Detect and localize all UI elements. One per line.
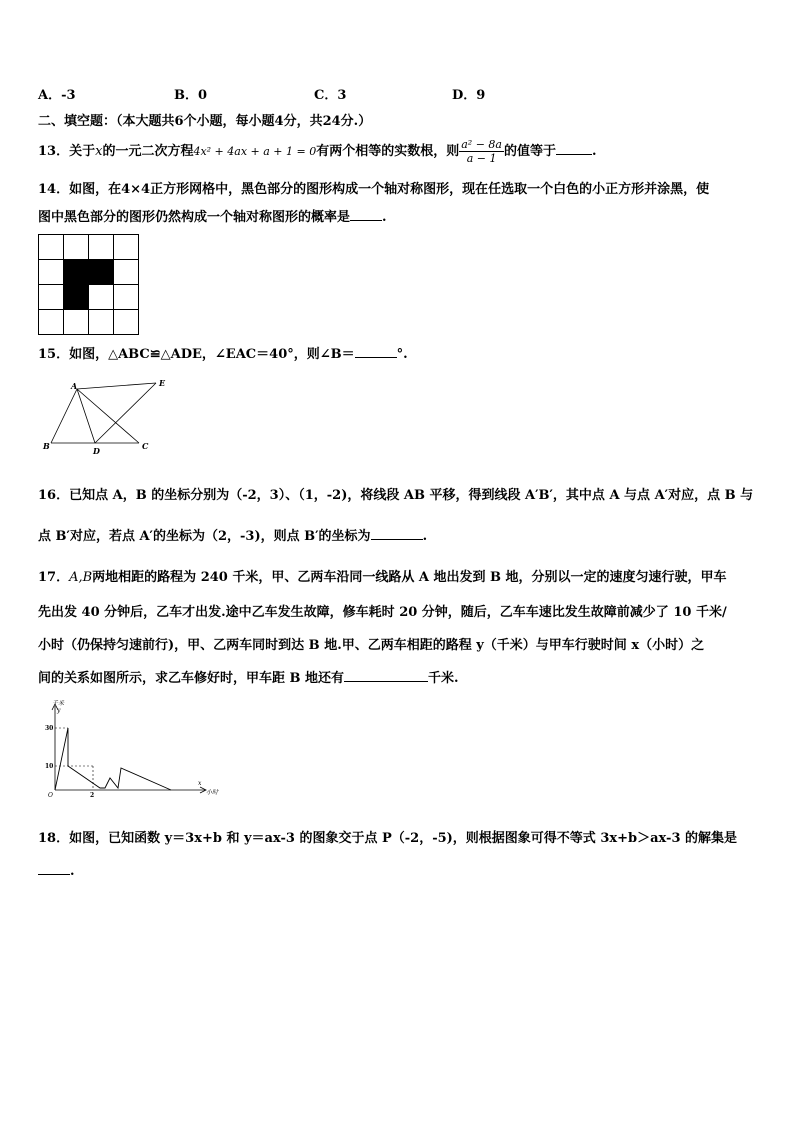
graph-x2: 2 (90, 792, 95, 799)
graph-xunit: 小时 (206, 789, 219, 796)
q14-line1: 14．如图，在4×4正方形网格中，黑色部分的图形构成一个轴对称图形，现在任选取一个白色的小正方形并涂黑，使 (38, 182, 710, 197)
q13-answer-blank[interactable] (556, 142, 592, 155)
q17-distance-graph (38, 696, 228, 804)
option-c: C．3 (314, 88, 347, 103)
q13-mid2: 有两个相等的实数根，则 (316, 144, 460, 159)
q13-fraction (459, 138, 504, 165)
q13-equation: 4x² + 4ax + a + 1 = 0 (193, 145, 317, 158)
q17-line1-text: 两地相距的路程为 240 千米，甲、乙两车沿同一线路从 A 地出发到 B 地，分别以一定的速度匀速行驶，甲车 (92, 570, 727, 585)
q13-denominator: a − 1 (466, 152, 497, 165)
q16-end: . (422, 529, 428, 544)
q13-mid: 的一元二次方程 (102, 144, 194, 159)
graph-origin: O (48, 792, 53, 799)
graph-y30: 30 (45, 725, 54, 732)
q14-grid-figure (38, 234, 139, 335)
label-c: C (142, 441, 149, 451)
section-heading: 二、填空题：（本大题共6个小题，每小题4分，共24分.） (38, 114, 372, 129)
q14-line2-text: 图中黑色部分的图形仍然构成一个轴对称图形的概率是 (38, 210, 351, 225)
graph-y10: 10 (45, 763, 54, 770)
q17-line1 (38, 566, 727, 585)
option-b: B．0 (174, 88, 208, 103)
label-d: D (93, 446, 100, 456)
q13-numerator: a² − 8a (461, 138, 502, 151)
q17-line3: 小时（仍保持匀速前行)，甲、乙两车同时到达 B 地.甲、乙两车相距的路程 y（千米）与甲车行驶时间 x（小时）之 (38, 638, 705, 653)
q17-line4 (38, 667, 459, 686)
q15-end: °. (396, 347, 408, 362)
q18-line2 (38, 862, 75, 879)
label-b: B (43, 441, 50, 451)
q13-end: . (592, 144, 597, 159)
q17-answer-blank[interactable] (344, 669, 428, 682)
q17-ab: A,B (69, 570, 93, 585)
graph-yvar: y (57, 707, 61, 714)
q13-suffix: 的值等于 (503, 144, 556, 159)
q14-end: . (382, 210, 387, 225)
question-13 (38, 138, 597, 165)
q16-line2 (38, 525, 427, 544)
q17-line2: 先出发 40 分钟后，乙车才出发.途中乙车发生故障，修车耗时 20 分钟，随后，乙车车速比发生故障前减少了 10 千米/ (38, 605, 727, 620)
option-d: D．9 (452, 88, 486, 103)
label-a: A (71, 381, 78, 391)
q16-line2-text: 点 B′对应，若点 A′的坐标为（2，-3)，则点 B′的坐标为 (38, 529, 371, 544)
q18-end: . (70, 864, 75, 879)
q14-line2 (38, 206, 387, 225)
graph-ylabel: 千米 (52, 700, 65, 707)
q13-prefix: 13．关于 (38, 144, 96, 159)
question-15 (38, 343, 408, 362)
q16-line1: 16．已知点 A，B 的坐标分别为（-2，3）、（1，-2)，将线段 AB 平移，得到线段 A′B′，其中点 A 与点 A′对应，点 B 与 (38, 488, 754, 503)
distance-line (55, 728, 171, 790)
q15-triangle-figure (38, 375, 168, 457)
grid-black-bottom (63, 284, 88, 309)
graph-xvar: x (198, 780, 202, 787)
q18-answer-blank[interactable] (38, 862, 70, 875)
q14-answer-blank[interactable] (350, 208, 382, 221)
q17-prefix: 17． (38, 570, 70, 585)
q17-end: 千米. (428, 671, 459, 686)
q17-line4-text: 间的关系如图所示，求乙车修好时，甲车距 B 地还有 (38, 671, 345, 686)
q13-var: x (95, 144, 103, 159)
q15-answer-blank[interactable] (355, 345, 397, 358)
option-a: A．-3 (38, 88, 76, 103)
q15-text: 15．如图，△ABC≌△ADE，∠EAC＝40°，则∠B＝ (38, 347, 355, 362)
q16-answer-blank[interactable] (371, 527, 423, 540)
q18-line1: 18．如图，已知函数 y＝3x+b 和 y＝ax-3 的图象交于点 P（-2，-5)，则根据图象可得不等式 3x+b＞ax-3 的解集是 (38, 831, 738, 846)
label-e: E (159, 378, 166, 388)
